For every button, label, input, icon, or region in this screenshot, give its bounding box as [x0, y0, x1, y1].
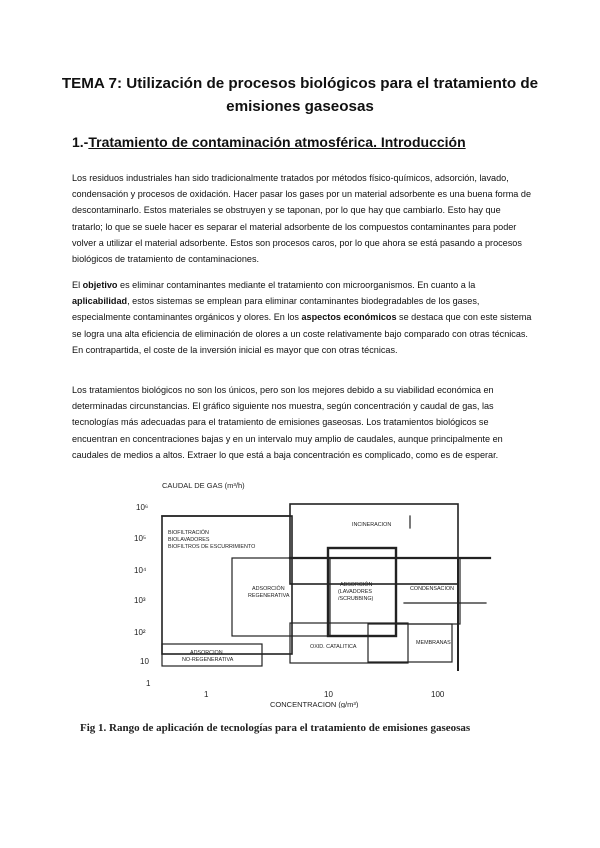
p2-bold-aplicabilidad: aplicabilidad [72, 296, 128, 307]
label-biofiltracion: BIOFILTROS DE ESCURRIMIENTO [168, 544, 256, 550]
region-oxidacion-box [290, 623, 408, 663]
figure-svg [120, 478, 540, 708]
p2-text-4: se destaca que con este sistema se logra una alta eficiencia de eliminación de olores a un coste relativamente bajo comparado con otras técnicas. En contrapartida, el coste de la inversión inicial es mayor que con otras técnicas. [72, 312, 532, 355]
p2-text-1: El [72, 280, 83, 290]
technology-range-figure [120, 478, 540, 708]
region-incineracion-box [290, 504, 458, 584]
label-incineracion: INCINERACION [352, 522, 392, 528]
paragraph-treatments: Los tratamientos biológicos no son los únicos, pero son los mejores debido a su viabilidad económica en determinadas circunstancias. El gráfico siguiente nos muestra, según concentración y caudal de gas, las tecnologías más adecuadas para el tratamiento de emisiones gaseosas. Los tratamientos biológicos se encuentran en concentraciones bajas y en un intervalo muy amplio de caudales, aunque principalmente en caudales de medios a altos. Extraer lo que está a baja concentración es complicado, como es de esperar. [72, 385, 503, 460]
y-tick: 10² [134, 628, 146, 637]
label-oxidacion: OXID. CATALITICA [310, 644, 357, 650]
label-condensacion: CONDENSACION [410, 586, 455, 592]
figure-caption: Fig 1. Rango de aplicación de tecnologías para el tratamiento de emisiones gaseosas [80, 722, 471, 734]
y-tick: 10⁴ [134, 566, 147, 575]
y-tick: 10⁶ [136, 503, 149, 512]
label-biofiltracion: BIOLAVADORES [168, 537, 210, 543]
label-membranas: MEMBRANAS [416, 640, 451, 646]
p2-bold-objetivo: objetivo [82, 280, 118, 290]
y-axis-label: CAUDAL DE GAS (m³/h) [162, 481, 245, 490]
section-number: 1.- [72, 134, 89, 150]
y-tick: 1 [146, 679, 151, 688]
paragraph-objective [72, 277, 532, 358]
label-adsorcion-regenerativa: ADSORCIÓN [252, 586, 285, 592]
y-tick: 10³ [134, 596, 146, 605]
paragraph-intro: Los residuos industriales han sido tradicionalmente tratados por métodos físico-químicos, adsorción, lavado, condensación y procesos de oxidación. Hacer pasar los gases por un material adsorbente es una buena forma de descontaminarlo. Estos materiales se obstruyen y se taponan, por lo que hay que cambiarlo. Esto hay que tratarlo; lo que se suele hacer es separar el material adsorbente de los compuestos contaminantes para poder volver a utilizar el material adsorbente. Estos son procesos caros, por lo que ahora se está pasando a procesos biológicos de tratamiento de contaminaciones. [72, 173, 532, 265]
label-absorcion: ABSORCIÓN [340, 582, 373, 588]
y-tick: 10⁵ [134, 534, 147, 543]
p2-text-3: , estos sistemas se emplean para eliminar contaminantes biodegradables de los gases, especialmente contaminantes orgánicos y olores. En los [72, 296, 480, 323]
label-absorcion: (LAVADORES [338, 589, 372, 595]
p2-text-2: es eliminar contaminantes mediante el tratamiento con microorganismos. En cuanto a la [117, 280, 476, 290]
page-title-line-1: TEMA 7: Utilización de procesos biológicos para el tratamiento de [61, 75, 539, 92]
section-heading [72, 134, 466, 150]
p2-bold-aspectos: aspectos económicos [301, 312, 397, 323]
x-axis-label: CONCENTRACION (g/m³) [270, 700, 359, 708]
label-adsorcion-no-regenerativa: NO-REGENERATIVA [182, 657, 234, 663]
x-tick: 1 [204, 690, 209, 699]
page-title-line-2: emisiones gaseosas [226, 98, 374, 115]
label-absorcion: /SCRUBBING) [338, 596, 374, 602]
x-tick: 100 [431, 690, 445, 699]
x-tick: 10 [324, 690, 333, 699]
y-tick: 10 [140, 657, 149, 666]
page-title [60, 72, 540, 118]
section-title: Tratamiento de contaminación atmosférica. Introducción [88, 134, 466, 150]
label-adsorcion-regenerativa: REGENERATIVA [248, 593, 290, 599]
label-adsorcion-no-regenerativa: ADSORCION [190, 650, 223, 656]
label-biofiltracion: BIOFILTRACIÓN [168, 530, 209, 536]
